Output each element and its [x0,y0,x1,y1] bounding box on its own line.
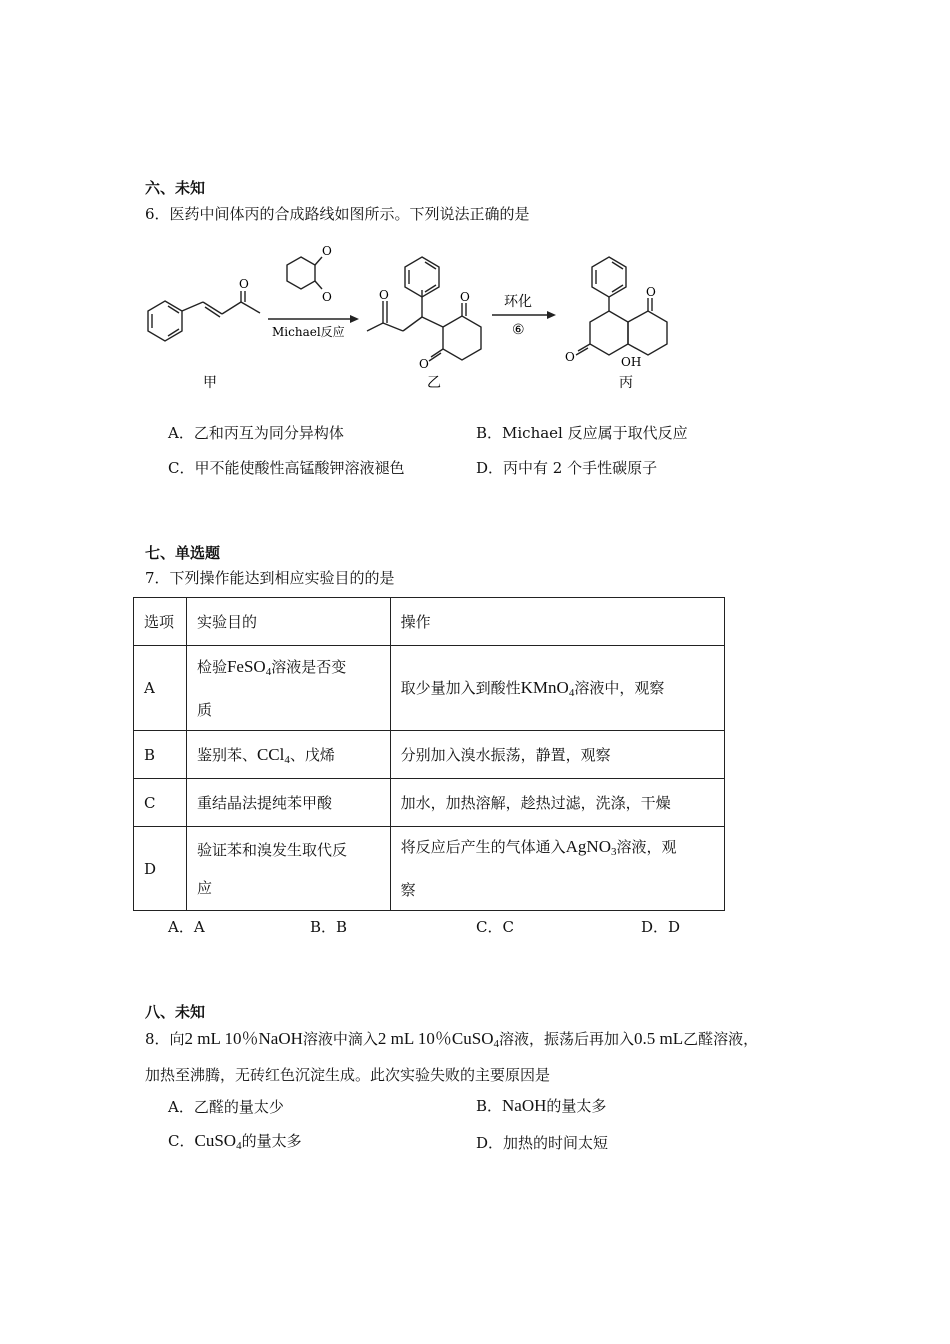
yi-oxygen-top: O [460,290,470,304]
row-c-operation: 加水，加热溶解，趁热过滤，洗涤，干燥 [390,779,724,827]
row-b-option: B [134,731,187,779]
row-b-purpose: 鉴别苯、CCl$_4$、戊烯 [186,731,390,779]
row-a-option: A [134,646,187,731]
label-jia: 甲 [203,375,217,391]
row-b-operation: 分别加入溴水振荡，静置，观察 [390,731,724,779]
section-7-title: 七、单选题 [145,544,221,562]
bing-hydroxyl: OH [621,355,642,369]
reagent-cyclohexanedione [287,257,322,289]
experiment-table [133,597,725,911]
table-row [134,646,725,731]
step-number-label: ⑥ [512,322,525,338]
table-row [134,779,725,827]
label-yi: 乙 [427,375,441,391]
question-8-stem-line1: 8．向2 mL 10％NaOH溶液中滴入2 mL 10％CuSO$_4$溶液，振荡后再加入0.5 mL乙醛溶液， [145,1029,759,1050]
q6-option-a[interactable]: A．乙和丙互为同分异构体 [168,424,344,442]
compound-yi-structure [367,257,481,361]
row-d-purpose: 验证苯和溴发生取代反 应 [186,827,390,911]
q6-option-c[interactable]: C．甲不能使酸性高锰酸钾溶液褪色 [168,459,405,477]
compound-jia-structure [148,291,260,341]
section-8-title: 八、未知 [145,1003,206,1021]
section-6-title: 六、未知 [145,179,206,197]
table-row [134,731,725,779]
header-operation: 操作 [390,598,724,646]
bing-oxygen-left: O [565,350,575,364]
question-8-stem-line2: 加热至沸腾，无砖红色沉淀生成。此次实验失败的主要原因是 [145,1066,551,1084]
question-6-stem: 6．医药中间体丙的合成路线如图所示。下列说法正确的是 [145,205,530,223]
q8-option-a[interactable]: A．乙醛的量太少 [168,1098,284,1116]
bing-oxygen-top: O [646,285,656,299]
row-c-option: C [134,779,187,827]
q7-option-c[interactable]: C．C [476,918,514,936]
row-a-operation: 取少量加入到酸性KMnO$_4$溶液中，观察 [390,646,724,731]
reagent-oxygen-top: O [322,244,332,258]
question-7-stem: 7．下列操作能达到相应实验目的的是 [145,569,395,587]
header-purpose: 实验目的 [186,598,390,646]
q6-option-d[interactable]: D．丙中有 2 个手性碳原子 [476,459,658,477]
row-a-purpose: 检验FeSO$_4$溶液是否变 质 [186,646,390,731]
reagent-oxygen-bottom: O [322,290,332,304]
q6-option-b[interactable]: B．Michael 反应属于取代反应 [476,424,688,442]
row-c-purpose: 重结晶法提纯苯甲酸 [186,779,390,827]
q8-option-d[interactable]: D．加热的时间太短 [476,1134,609,1152]
row-d-operation: 将反应后产生的气体通入AgNO$_3$溶液，观 察 [390,827,724,911]
jia-oxygen: O [239,277,249,291]
cyclization-label: 环化 [504,294,532,310]
yi-oxygen-bottom: O [419,357,429,371]
q7-option-d[interactable]: D．D [641,918,681,936]
yi-oxygen-ketone: O [379,288,389,302]
q7-option-a[interactable]: A．A [168,918,205,936]
table-row [134,827,725,911]
synthesis-scheme [135,235,705,395]
q8-option-c[interactable]: C．CuSO$_4$的量太多 [168,1131,302,1152]
michael-reaction-label: Michael反应 [272,325,345,339]
compound-bing-structure [576,257,667,355]
table-header-row [134,598,725,646]
header-option: 选项 [134,598,187,646]
row-d-option: D [134,827,187,911]
q8-option-b[interactable]: B．NaOH的量太多 [476,1096,607,1115]
label-bing: 丙 [619,375,633,391]
q7-option-b[interactable]: B．B [310,918,348,936]
